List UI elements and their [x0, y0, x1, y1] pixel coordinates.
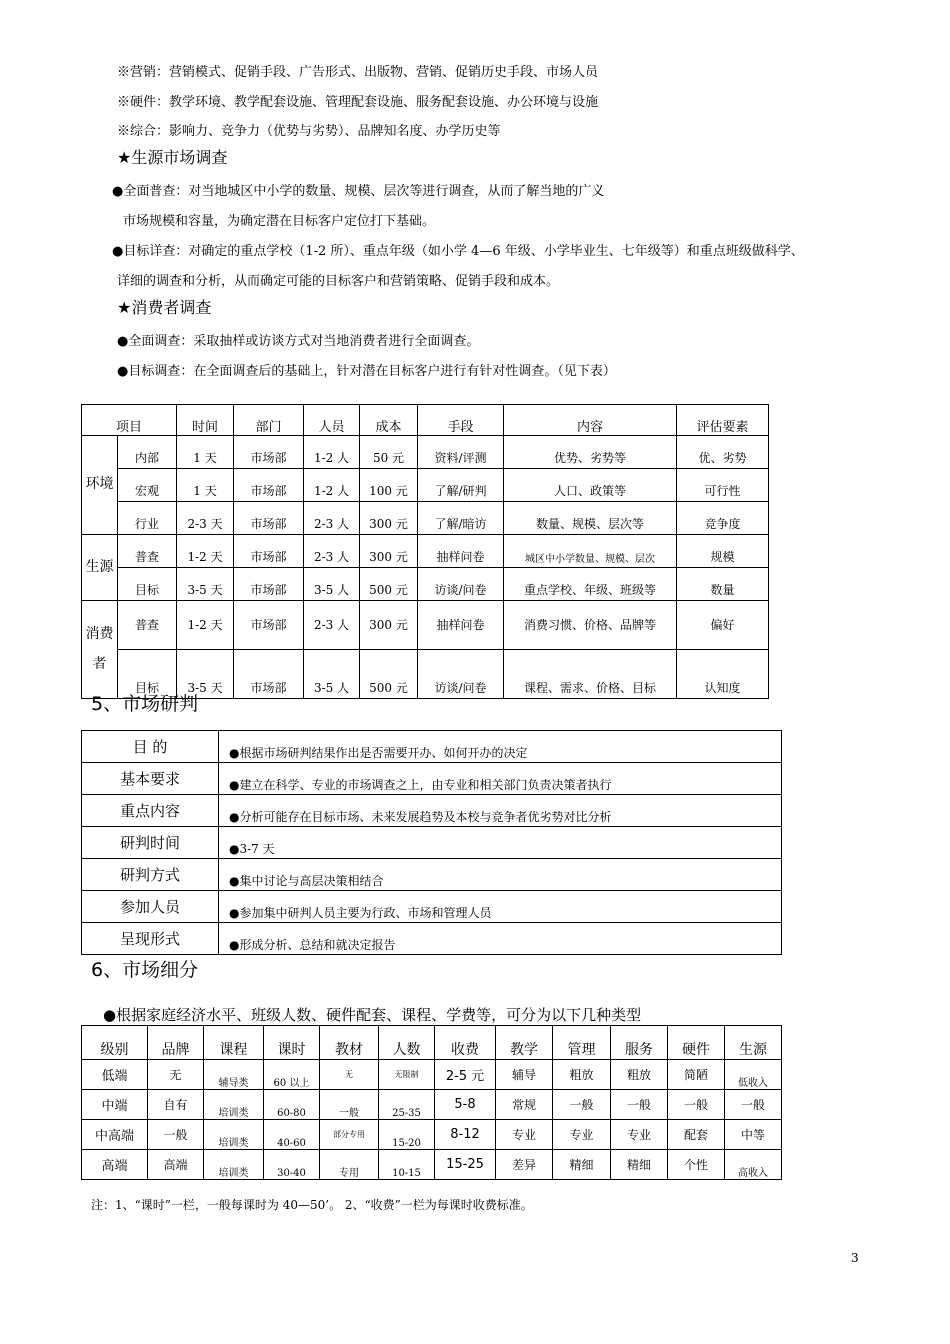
table-cell: 8-12 [435, 1120, 496, 1150]
table-cell: 1 天 [177, 436, 234, 469]
table-cell: 低端 [82, 1060, 148, 1090]
table-cell: 抽样问卷 [418, 535, 504, 568]
market-analysis-table [81, 730, 782, 955]
table-cell: 了解/暗访 [418, 502, 504, 535]
table-cell: 40-60 [264, 1120, 320, 1150]
table-cell: 行业 [118, 502, 177, 535]
student-survey-para1-line2: 市场规模和容量，为确定潜在目标客户定位打下基础。 [123, 214, 436, 229]
table-cell: 无 [320, 1060, 379, 1090]
table-cell: 优势、劣势等 [504, 436, 677, 469]
table-cell: 访谈/问卷 [418, 650, 504, 699]
survey-header-item: 项目 [82, 405, 177, 436]
table-cell: 15-20 [379, 1120, 435, 1150]
table-cell: 市场部 [234, 650, 304, 699]
table-row [82, 891, 782, 923]
table-cell: 一般 [320, 1090, 379, 1120]
table-cell: 抽样问卷 [418, 601, 504, 650]
table-cell: 无限制 [379, 1060, 435, 1090]
survey-header-staff: 人员 [304, 405, 360, 436]
table-cell: 500 元 [360, 568, 418, 601]
table-cell: 一般 [611, 1090, 668, 1120]
table-cell: 30-40 [264, 1150, 320, 1180]
table-cell: 部分专用 [320, 1120, 379, 1150]
table-cell: 60 以上 [264, 1060, 320, 1090]
market-segment-table [81, 1025, 782, 1180]
table-cell: 2-3 人 [304, 601, 360, 650]
table-cell: 市场部 [234, 568, 304, 601]
survey-header-row [82, 405, 769, 436]
survey-header-time: 时间 [177, 405, 234, 436]
table-cell: 精细 [611, 1150, 668, 1180]
analysis-value-focus: ●分析可能存在目标市场、未来发展趋势及本校与竞争者优劣势对比分析 [219, 795, 782, 827]
table-cell: 辅导类 [204, 1060, 264, 1090]
table-cell: 自有 [148, 1090, 204, 1120]
table-cell: 1-2 天 [177, 535, 234, 568]
table-cell: 2-5 元 [435, 1060, 496, 1090]
table-row [82, 763, 782, 795]
table-row [82, 568, 769, 601]
table-cell: 培训类 [204, 1090, 264, 1120]
table-cell: 偏好 [677, 601, 769, 650]
table-cell: 300 元 [360, 601, 418, 650]
page-number: 3 [851, 1251, 859, 1265]
table-row [82, 601, 769, 650]
table-cell: 个性 [668, 1150, 725, 1180]
table-row [82, 469, 769, 502]
table-row [82, 827, 782, 859]
analysis-label-focus: 重点内容 [82, 795, 219, 827]
table-row [82, 535, 769, 568]
table-row [82, 1120, 782, 1150]
survey-header-content: 内容 [504, 405, 677, 436]
market-segment-intro: ●根据家庭经济水平、班级人数、硬件配套、课程、学费等，可分为以下几种类型 [103, 1006, 642, 1024]
analysis-value-duration: ●3-7 天 [219, 827, 782, 859]
table-cell: 10-15 [379, 1150, 435, 1180]
table-cell: 3-5 人 [304, 568, 360, 601]
segment-header-management: 管理 [553, 1026, 611, 1060]
table-cell: 数量、规模、层次等 [504, 502, 677, 535]
market-analysis-title: 5、市场研判 [91, 693, 199, 715]
table-cell: 目标 [118, 568, 177, 601]
table-cell: 无 [148, 1060, 204, 1090]
table-cell: 市场部 [234, 436, 304, 469]
segment-header-service: 服务 [611, 1026, 668, 1060]
analysis-value-participants: ●参加集中研判人员主要为行政、市场和管理人员 [219, 891, 782, 923]
table-cell: 粗放 [553, 1060, 611, 1090]
intro-line-overall: ※综合：影响力、竞争力（优势与劣势）、品牌知名度、办学历史等 [117, 124, 501, 139]
market-segment-title: 6、市场细分 [91, 959, 199, 981]
table-cell: 高收入 [725, 1150, 782, 1180]
table-row [82, 1090, 782, 1120]
student-survey-para1-line1: ●全面普查：对当地城区中小学的数量、规模、层次等进行调查，从而了解当地的广义 [112, 184, 605, 199]
intro-line-marketing: ※营销：营销模式、促销手段、广告形式、出版物、营销、促销历史手段、市场人员 [117, 65, 599, 80]
analysis-label-participants: 参加人员 [82, 891, 219, 923]
table-cell: 1-2 人 [304, 436, 360, 469]
segment-header-students: 生源 [725, 1026, 782, 1060]
table-cell: 300 元 [360, 502, 418, 535]
table-cell: 一般 [725, 1090, 782, 1120]
survey-header-department: 部门 [234, 405, 304, 436]
table-row [82, 436, 769, 469]
segment-header-fee: 收费 [435, 1026, 496, 1060]
table-cell: 60-80 [264, 1090, 320, 1120]
table-cell: 高端 [148, 1150, 204, 1180]
survey-group-students: 生源 [82, 535, 118, 601]
table-cell: 高端 [82, 1150, 148, 1180]
table-cell: 竞争度 [677, 502, 769, 535]
analysis-label-purpose: 目 的 [82, 731, 219, 763]
table-cell: 辅导 [496, 1060, 553, 1090]
table-cell: 简陋 [668, 1060, 725, 1090]
segment-header-brand: 品牌 [148, 1026, 204, 1060]
table-cell: 中端 [82, 1090, 148, 1120]
table-cell: 2-3 人 [304, 535, 360, 568]
table-cell: 目标 [118, 650, 177, 699]
table-cell: 专业 [496, 1120, 553, 1150]
segment-header-row [82, 1026, 782, 1060]
intro-line-hardware: ※硬件：教学环境、教学配套设施、管理配套设施、服务配套设施、办公环境与设施 [117, 95, 599, 110]
segment-header-teaching: 教学 [496, 1026, 553, 1060]
table-cell: 300 元 [360, 535, 418, 568]
analysis-value-format: ●形成分析、总结和就决定报告 [219, 923, 782, 955]
table-row [82, 923, 782, 955]
market-segment-note: 注：1、“课时”一栏，一般每课时为 40—50’。 2、“收费”一栏为每课时收费标准。 [91, 1198, 533, 1212]
table-cell: 专用 [320, 1150, 379, 1180]
survey-header-cost: 成本 [360, 405, 418, 436]
table-cell: 配套 [668, 1120, 725, 1150]
survey-group-environment: 环境 [82, 436, 118, 535]
table-cell: 认知度 [677, 650, 769, 699]
table-cell: 一般 [148, 1120, 204, 1150]
table-cell: 优、劣势 [677, 436, 769, 469]
table-cell: 人口、政策等 [504, 469, 677, 502]
table-cell: 一般 [553, 1090, 611, 1120]
table-row [82, 859, 782, 891]
table-cell: 2-3 天 [177, 502, 234, 535]
table-row [82, 1060, 782, 1090]
survey-header-method: 手段 [418, 405, 504, 436]
table-cell: 1-2 天 [177, 601, 234, 650]
table-cell: 常规 [496, 1090, 553, 1120]
table-cell: 3-5 天 [177, 568, 234, 601]
table-cell: 25-35 [379, 1090, 435, 1120]
analysis-value-requirements: ●建立在科学、专业的市场调查之上，由专业和相关部门负责决策者执行 [219, 763, 782, 795]
student-survey-para2-line1: ●目标详查：对确定的重点学校（1-2 所）、重点年级（如小学 4—6 年级、小学毕业生、七年级等）和重点班级做科学、 [112, 244, 804, 259]
table-cell: 消费习惯、价格、品牌等 [504, 601, 677, 650]
table-cell: 一般 [668, 1090, 725, 1120]
survey-header-criteria: 评估要素 [677, 405, 769, 436]
table-cell: 5-8 [435, 1090, 496, 1120]
consumer-survey-heading: ★消费者调查 [117, 298, 212, 317]
student-survey-para2-line2: 详细的调查和分析，从而确定可能的目标客户和营销策略、促销手段和成本。 [117, 274, 560, 289]
analysis-label-method: 研判方式 [82, 859, 219, 891]
table-cell: 差异 [496, 1150, 553, 1180]
table-cell: 市场部 [234, 469, 304, 502]
table-cell: 粗放 [611, 1060, 668, 1090]
table-cell: 普查 [118, 535, 177, 568]
table-cell: 3-5 天 [177, 650, 234, 699]
survey-group-consumers: 消费者 [82, 601, 118, 699]
table-cell: 了解/研判 [418, 469, 504, 502]
table-cell: 市场部 [234, 502, 304, 535]
table-cell: 普查 [118, 601, 177, 650]
segment-header-course: 课程 [204, 1026, 264, 1060]
segment-header-materials: 教材 [320, 1026, 379, 1060]
table-cell: 宏观 [118, 469, 177, 502]
consumer-survey-para2: ●目标调查：在全面调查后的基础上，针对潜在目标客户进行有针对性调查。（见下表） [117, 364, 616, 379]
table-cell: 15-25 [435, 1150, 496, 1180]
table-cell: 重点学校、年级、班级等 [504, 568, 677, 601]
table-cell: 数量 [677, 568, 769, 601]
survey-table [81, 404, 769, 699]
table-cell: 1-2 人 [304, 469, 360, 502]
analysis-label-format: 呈现形式 [82, 923, 219, 955]
analysis-value-method: ●集中讨论与高层决策相结合 [219, 859, 782, 891]
segment-header-hardware: 硬件 [668, 1026, 725, 1060]
table-cell: 中高端 [82, 1120, 148, 1150]
segment-header-level: 级别 [82, 1026, 148, 1060]
table-cell: 市场部 [234, 601, 304, 650]
table-cell: 500 元 [360, 650, 418, 699]
table-cell: 专业 [611, 1120, 668, 1150]
table-row [82, 795, 782, 827]
table-cell: 中等 [725, 1120, 782, 1150]
table-cell: 专业 [553, 1120, 611, 1150]
segment-header-hours: 课时 [264, 1026, 320, 1060]
table-cell: 培训类 [204, 1150, 264, 1180]
table-cell: 培训类 [204, 1120, 264, 1150]
table-cell: 规模 [677, 535, 769, 568]
analysis-value-purpose: ●根据市场研判结果作出是否需要开办、如何开办的决定 [219, 731, 782, 763]
student-survey-heading: ★生源市场调查 [117, 148, 228, 167]
table-row [82, 731, 782, 763]
table-cell: 市场部 [234, 535, 304, 568]
table-cell: 50 元 [360, 436, 418, 469]
analysis-label-requirements: 基本要求 [82, 763, 219, 795]
table-cell: 可行性 [677, 469, 769, 502]
table-row [82, 502, 769, 535]
consumer-survey-para1: ●全面调查：采取抽样或访谈方式对当地消费者进行全面调查。 [117, 334, 480, 349]
segment-header-class-size: 人数 [379, 1026, 435, 1060]
table-cell: 2-3 人 [304, 502, 360, 535]
table-cell: 1 天 [177, 469, 234, 502]
table-cell: 3-5 人 [304, 650, 360, 699]
table-cell: 低收入 [725, 1060, 782, 1090]
table-cell: 课程、需求、价格、目标 [504, 650, 677, 699]
table-cell: 访谈/问卷 [418, 568, 504, 601]
table-cell: 资料/评测 [418, 436, 504, 469]
table-cell: 精细 [553, 1150, 611, 1180]
analysis-label-duration: 研判时间 [82, 827, 219, 859]
table-cell: 内部 [118, 436, 177, 469]
table-cell: 100 元 [360, 469, 418, 502]
table-row [82, 1150, 782, 1180]
table-cell: 城区中小学数量、规模、层次 [504, 535, 677, 568]
